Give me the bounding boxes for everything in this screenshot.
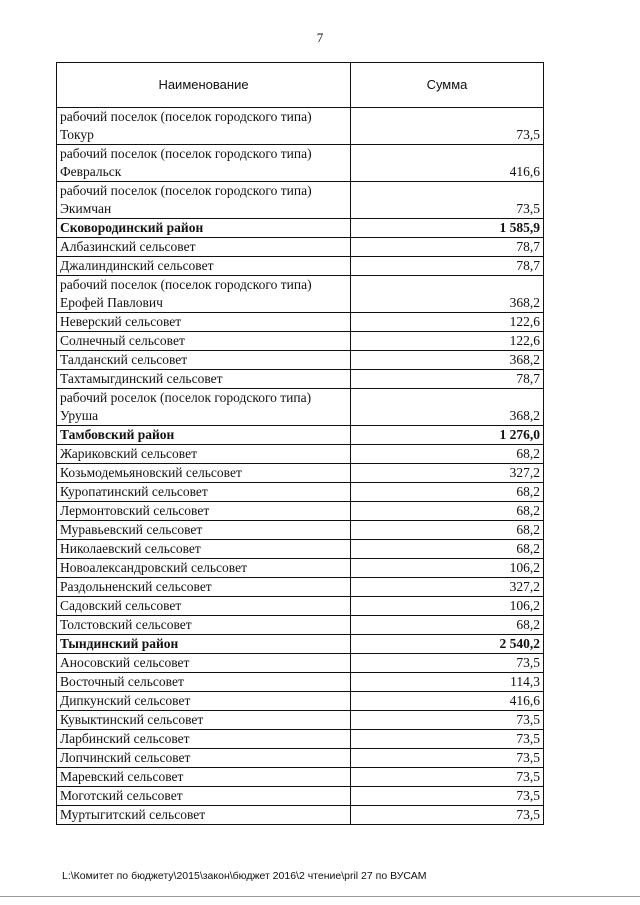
row-sum: 122,6 (351, 313, 544, 332)
table-row (57, 313, 544, 332)
row-name: Раздольненский сельсовет (57, 578, 351, 597)
row-sum: 73,5 (351, 749, 544, 768)
row-name: Талданский сельсовет (57, 351, 351, 370)
row-sum: 73,5 (351, 806, 544, 825)
footer-file-path: L:\Комитет по бюджету\2015\закон\бюджет 2016\2 чтение\pril 27 по ВУСАМ (62, 870, 427, 882)
table-row (57, 502, 544, 521)
row-name: рабочий поселок (поселок городского типа) Экимчан (57, 182, 351, 219)
row-sum: 327,2 (351, 578, 544, 597)
budget-table (56, 62, 544, 825)
table-row (57, 145, 544, 182)
row-name: Козьмодемьяновский сельсовет (57, 464, 351, 483)
table-row (57, 464, 544, 483)
row-sum: 416,6 (351, 692, 544, 711)
row-sum: 106,2 (351, 597, 544, 616)
row-name: Лермонтовский сельсовет (57, 502, 351, 521)
row-sum: 73,5 (351, 654, 544, 673)
row-sum: 416,6 (351, 145, 544, 182)
table-row (57, 749, 544, 768)
table-header-row (57, 63, 544, 108)
table-row (57, 332, 544, 351)
table-row (57, 616, 544, 635)
row-name: Моготский сельсовет (57, 787, 351, 806)
table-row (57, 711, 544, 730)
row-sum: 73,5 (351, 730, 544, 749)
row-sum: 68,2 (351, 445, 544, 464)
row-name: Тамбовский район (57, 426, 351, 445)
row-sum: 78,7 (351, 238, 544, 257)
row-name: Ларбинский сельсовет (57, 730, 351, 749)
row-sum: 327,2 (351, 464, 544, 483)
row-sum: 68,2 (351, 483, 544, 502)
row-sum: 68,2 (351, 521, 544, 540)
row-name: Сковородинский район (57, 219, 351, 238)
row-name: Жариковский сельсовет (57, 445, 351, 464)
row-name: Муртыгитский сельсовет (57, 806, 351, 825)
row-sum: 368,2 (351, 389, 544, 426)
row-name: Тахтамыгдинский сельсовет (57, 370, 351, 389)
table-row (57, 673, 544, 692)
row-name: Джалиндинский сельсовет (57, 257, 351, 276)
row-sum: 68,2 (351, 616, 544, 635)
row-name: Восточный сельсовет (57, 673, 351, 692)
column-header-name: Наименование (57, 63, 351, 108)
row-name: Куропатинский сельсовет (57, 483, 351, 502)
table-body (57, 108, 544, 825)
row-sum: 368,2 (351, 276, 544, 313)
row-name: Толстовский сельсовет (57, 616, 351, 635)
table-row (57, 389, 544, 426)
page-number: 7 (316, 30, 324, 45)
row-name: Дипкунский сельсовет (57, 692, 351, 711)
table-row (57, 182, 544, 219)
row-sum: 68,2 (351, 502, 544, 521)
row-sum: 73,5 (351, 108, 544, 145)
row-sum: 122,6 (351, 332, 544, 351)
table-row (57, 559, 544, 578)
row-name: Николаевский сельсовет (57, 540, 351, 559)
table-row (57, 787, 544, 806)
row-name: Муравьевский сельсовет (57, 521, 351, 540)
table-row (57, 692, 544, 711)
row-name: рабочий роселок (поселок городского типа) Уруша (57, 389, 351, 426)
row-name: рабочий поселок (поселок городского типа) Февральск (57, 145, 351, 182)
row-sum: 73,5 (351, 711, 544, 730)
table-row (57, 540, 544, 559)
row-sum: 78,7 (351, 257, 544, 276)
row-sum: 106,2 (351, 559, 544, 578)
table-row (57, 351, 544, 370)
table-row (57, 108, 544, 145)
row-sum: 78,7 (351, 370, 544, 389)
table-row (57, 521, 544, 540)
table-row (57, 276, 544, 313)
row-name: Лопчинский сельсовет (57, 749, 351, 768)
table-row (57, 445, 544, 464)
table-row (57, 730, 544, 749)
column-header-sum: Сумма (351, 63, 544, 108)
table-row (57, 370, 544, 389)
district-row (57, 219, 544, 238)
row-sum: 1 276,0 (351, 426, 544, 445)
table-row (57, 597, 544, 616)
table-row (57, 806, 544, 825)
table-row (57, 257, 544, 276)
row-name: Албазинский сельсовет (57, 238, 351, 257)
row-sum: 73,5 (351, 768, 544, 787)
row-sum: 2 540,2 (351, 635, 544, 654)
table-row (57, 238, 544, 257)
row-name: Новоалександровский сельсовет (57, 559, 351, 578)
row-name: Солнечный сельсовет (57, 332, 351, 351)
row-sum: 73,5 (351, 787, 544, 806)
row-name: рабочий поселок (поселок городского типа) Токур (57, 108, 351, 145)
table-row (57, 768, 544, 787)
row-name: рабочий поселок (поселок городского типа) Ерофей Павлович (57, 276, 351, 313)
row-name: Маревский сельсовет (57, 768, 351, 787)
row-name: Неверский сельсовет (57, 313, 351, 332)
row-sum: 68,2 (351, 540, 544, 559)
row-sum: 73,5 (351, 182, 544, 219)
row-name: Садовский сельсовет (57, 597, 351, 616)
row-sum: 1 585,9 (351, 219, 544, 238)
row-name: Тындинский район (57, 635, 351, 654)
row-sum: 114,3 (351, 673, 544, 692)
page-bottom-edge (0, 896, 640, 897)
district-row (57, 635, 544, 654)
district-row (57, 426, 544, 445)
table-row (57, 483, 544, 502)
row-name: Кувыктинский сельсовет (57, 711, 351, 730)
table-row (57, 654, 544, 673)
row-sum: 368,2 (351, 351, 544, 370)
table-row (57, 578, 544, 597)
row-name: Аносовский сельсовет (57, 654, 351, 673)
